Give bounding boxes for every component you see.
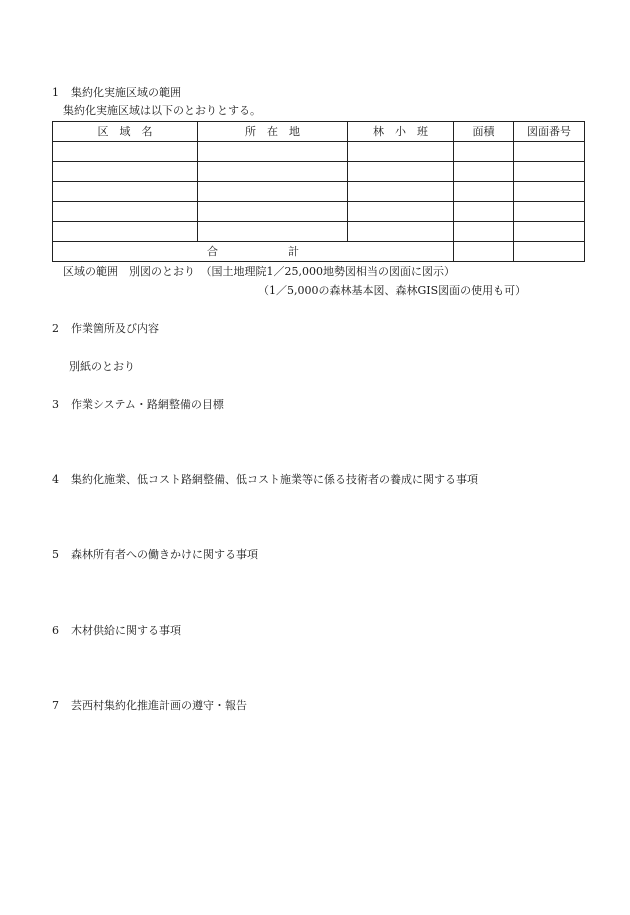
- table-row: [53, 142, 585, 162]
- section-6-number: 6: [52, 624, 59, 637]
- table-cell[interactable]: [454, 202, 514, 222]
- table-cell[interactable]: [514, 162, 585, 182]
- table-row: [53, 222, 585, 242]
- section-1-intro: 集約化実施区域は以下のとおりとする。: [63, 104, 261, 117]
- table-cell[interactable]: [514, 182, 585, 202]
- section-5-heading: [52, 548, 258, 562]
- table-cell[interactable]: [348, 142, 454, 162]
- table-cell[interactable]: [198, 222, 348, 242]
- table-cell[interactable]: [454, 162, 514, 182]
- header-forest-compartment: 林 小 班: [348, 122, 454, 142]
- table-cell[interactable]: [348, 222, 454, 242]
- section-1-number: 1: [52, 86, 59, 99]
- table-cell[interactable]: [198, 202, 348, 222]
- section-7-title: 芸西村集約化推進計画の遵守・報告: [71, 699, 247, 712]
- section-7-heading: [52, 699, 247, 713]
- total-label-cell: [53, 242, 454, 262]
- table-cell[interactable]: [198, 142, 348, 162]
- section-2-number: 2: [52, 322, 59, 335]
- section-4-heading: [52, 473, 478, 487]
- table-cell[interactable]: [53, 162, 198, 182]
- area-table: [52, 121, 585, 262]
- section-2-title: 作業箇所及び内容: [71, 322, 159, 335]
- section-6-title: 木材供給に関する事項: [71, 624, 181, 637]
- section-1-heading: [52, 86, 181, 100]
- table-cell[interactable]: [454, 142, 514, 162]
- total-label-1: 合: [207, 245, 218, 258]
- section-3-title: 作業システム・路網整備の目標: [71, 398, 224, 411]
- table-cell[interactable]: [53, 222, 198, 242]
- table-cell[interactable]: [514, 222, 585, 242]
- header-location: 所 在 地: [198, 122, 348, 142]
- section-3-heading: [52, 398, 224, 412]
- header-area-size: 面積: [454, 122, 514, 142]
- table-cell[interactable]: [514, 142, 585, 162]
- table-cell[interactable]: [198, 182, 348, 202]
- table-row: [53, 202, 585, 222]
- header-area-name: 区 域 名: [53, 122, 198, 142]
- table-cell[interactable]: [348, 202, 454, 222]
- table-cell[interactable]: [348, 182, 454, 202]
- section-7-number: 7: [52, 699, 59, 712]
- section-1-note-2: （1／5,000の森林基本図、森林GIS図面の使用も可）: [258, 284, 527, 297]
- header-map-number: 図面番号: [514, 122, 585, 142]
- section-6-heading: [52, 624, 181, 638]
- table-cell[interactable]: [53, 142, 198, 162]
- table-cell[interactable]: [198, 162, 348, 182]
- section-4-title: 集約化施業、低コスト路網整備、低コスト施業等に係る技術者の養成に関する事項: [71, 473, 478, 486]
- table-cell[interactable]: [454, 182, 514, 202]
- table-header-row: [53, 122, 585, 142]
- total-label-2: 計: [288, 245, 299, 258]
- table-cell[interactable]: [514, 202, 585, 222]
- table-cell[interactable]: [348, 162, 454, 182]
- table-cell[interactable]: [53, 182, 198, 202]
- table-row: [53, 182, 585, 202]
- section-5-number: 5: [52, 548, 59, 561]
- section-1-note-1: 区域の範囲 別図のとおり （国土地理院1／25,000地勢図相当の図面に図示）: [63, 265, 455, 278]
- section-4-number: 4: [52, 473, 59, 486]
- table-row: [53, 162, 585, 182]
- total-area-cell[interactable]: [454, 242, 514, 262]
- section-2-heading: [52, 322, 159, 336]
- table-cell[interactable]: [53, 202, 198, 222]
- section-5-title: 森林所有者への働きかけに関する事項: [71, 548, 258, 561]
- section-2-body: 別紙のとおり: [69, 360, 135, 373]
- total-map-cell[interactable]: [514, 242, 585, 262]
- table-cell[interactable]: [454, 222, 514, 242]
- table-total-row: [53, 242, 585, 262]
- section-3-number: 3: [52, 398, 59, 411]
- section-1-title: 集約化実施区域の範囲: [71, 86, 181, 99]
